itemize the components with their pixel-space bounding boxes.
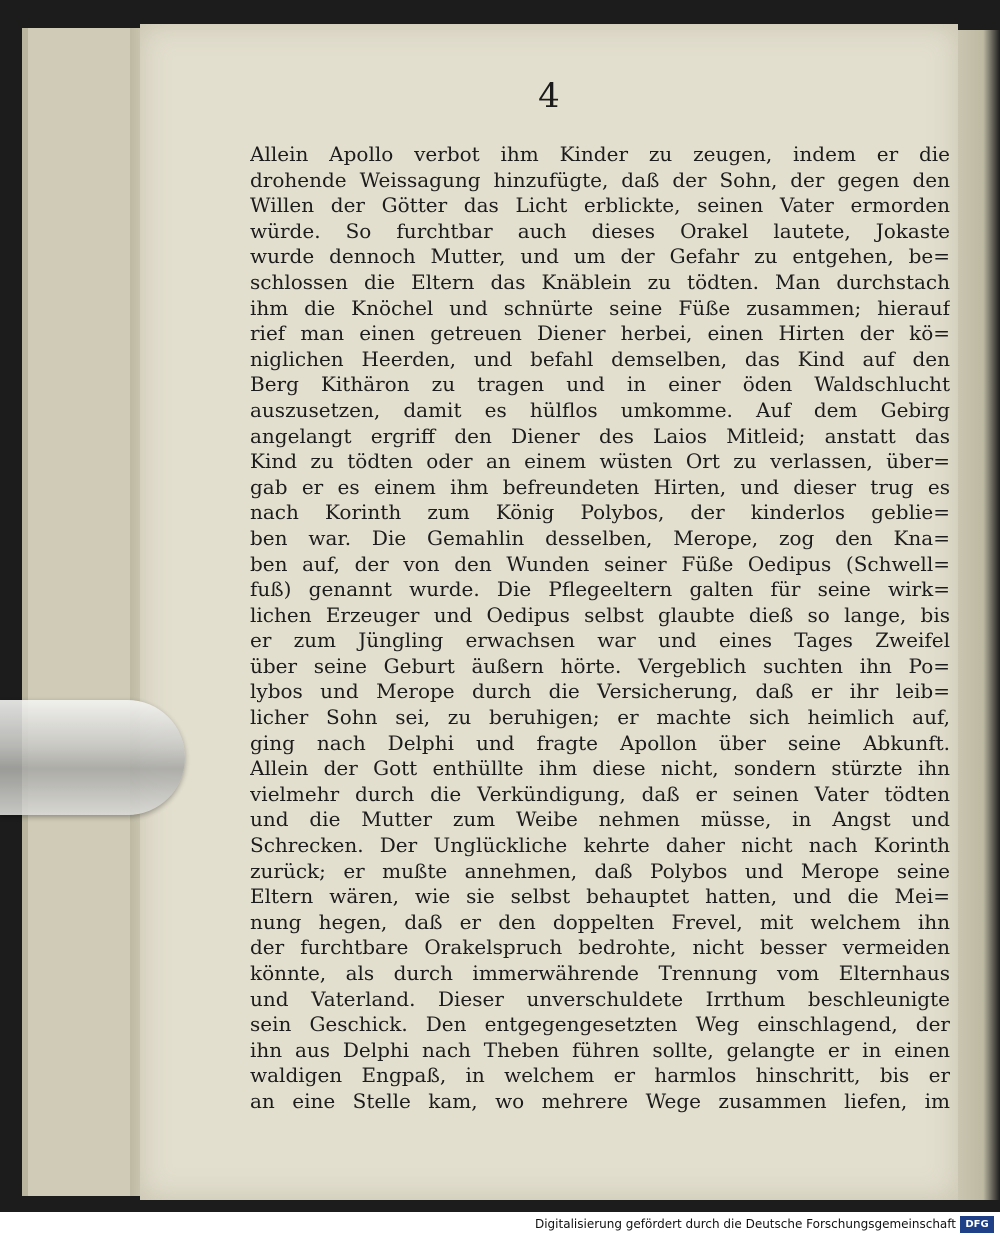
text-line: und Vaterland. Dieser unverschuldete Irrthum beschleunigte	[250, 986, 950, 1011]
text-line: drohende Weissagung hinzufügte, daß der Sohn, der gegen den	[250, 167, 950, 192]
text-line: waldigen Engpaß, in welchem er harmlos hinschritt, bis er	[250, 1063, 950, 1088]
text-line: sein Geschick. Den entgegengesetzten Weg einschlagend, der	[250, 1012, 950, 1037]
text-line: auszusetzen, damit es hülflos umkomme. Auf dem Gebirg	[250, 397, 950, 422]
book-page	[140, 24, 958, 1200]
page-number: 4	[538, 76, 560, 116]
text-line: Allein Apollo verbot ihm Kinder zu zeugen, indem er die	[250, 142, 950, 166]
text-line: er zum Jüngling erwachsen war und eines Tages Zweifel	[250, 628, 950, 653]
text-line: ging nach Delphi und fragte Apollon über seine Abkunft.	[250, 730, 950, 755]
text-line: Schrecken. Der Unglückliche kehrte daher nicht nach Korinth	[250, 833, 950, 858]
text-line: Berg Kithäron zu tragen und in einer öden Waldschlucht	[250, 372, 950, 397]
text-line: Kind zu tödten oder an einem wüsten Ort zu verlassen, über=	[250, 449, 950, 474]
text-line: niglichen Heerden, und befahl demselben, das Kind auf den	[250, 346, 950, 371]
text-line: lichen Erzeuger und Oedipus selbst glaubte dieß so lange, bis	[250, 602, 950, 627]
text-line: über seine Geburt äußern hörte. Vergeblich suchten ihn Po=	[250, 653, 950, 678]
text-line: könnte, als durch immerwährende Trennung vom Elternhaus	[250, 961, 950, 985]
text-line: lybos und Merope durch die Versicherung, daß er ihr leib=	[250, 679, 950, 704]
text-line: schlossen die Eltern das Knäblein zu tödten. Man durchstach	[250, 269, 950, 294]
text-line: Allein der Gott enthüllte ihm diese nicht, sondern stürzte ihn	[250, 756, 950, 781]
text-line: würde. So furchtbar auch dieses Orakel lautete, Jokaste	[250, 218, 950, 243]
text-line: und die Mutter zum Weibe nehmen müsse, in Angst und	[250, 807, 950, 832]
text-line: licher Sohn sei, zu beruhigen; er machte sich heimlich auf,	[250, 705, 950, 730]
body-text	[250, 142, 950, 1115]
page-holder-clip	[0, 700, 185, 815]
text-line: nach Korinth zum König Polybos, der kinderlos geblie=	[250, 500, 950, 525]
text-line: Eltern wären, wie sie selbst behauptet hatten, und die Mei=	[250, 884, 950, 909]
footer-bar	[0, 1212, 1000, 1238]
adjacent-page-edge	[958, 30, 1000, 1200]
text-line: gab er es einem ihm befreundeten Hirten, und dieser trug es	[250, 474, 950, 499]
text-line: vielmehr durch die Verkündigung, daß er seinen Vater tödten	[250, 781, 950, 806]
text-line: nung hegen, daß er den doppelten Frevel, mit welchem ihn	[250, 909, 950, 934]
text-line: an eine Stelle kam, wo mehrere Wege zusammen liefen, im	[250, 1088, 950, 1113]
funding-credit: Digitalisierung gefördert durch die Deutsche Forschungsgemeinschaft	[534, 1217, 956, 1231]
text-line: ihn aus Delphi nach Theben führen sollte, gelangte er in einen	[250, 1037, 950, 1062]
text-line: ihm die Knöchel und schnürte seine Füße zusammen; hierauf	[250, 295, 950, 320]
text-line: fuß) genannt wurde. Die Pflegeeltern galten für seine wirk=	[250, 577, 950, 602]
text-line: zurück; er mußte annehmen, daß Polybos und Merope seine	[250, 858, 950, 883]
text-line: angelangt ergriff den Diener des Laios Mitleid; anstatt das	[250, 423, 950, 448]
text-line: Willen der Götter das Licht erblickte, seinen Vater ermorden	[250, 193, 950, 218]
text-line: der furchtbare Orakelspruch bedrohte, nicht besser vermeiden	[250, 935, 950, 960]
text-line: wurde dennoch Mutter, und um der Gefahr zu entgehen, be=	[250, 244, 950, 269]
dfg-logo-icon: DFG	[960, 1216, 994, 1233]
text-line: rief man einen getreuen Diener herbei, einen Hirten der kö=	[250, 321, 950, 346]
text-line: ben war. Die Gemahlin desselben, Merope, zog den Kna=	[250, 525, 950, 550]
text-line: ben auf, der von den Wunden seiner Füße Oedipus (Schwell=	[250, 551, 950, 576]
